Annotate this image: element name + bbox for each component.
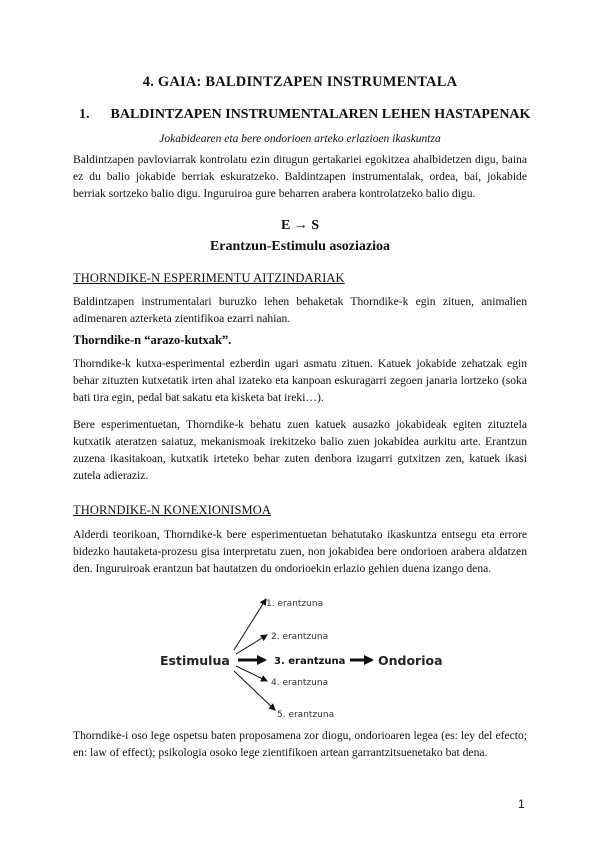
experiments-paragraph: Baldintzapen instrumentalari buruzko lehen behaketak Thorndike-k egin zituen, animalien adimenaren azterketa zientifikoa ezarri nahian. (73, 295, 527, 325)
response-4: 4. erantzuna (271, 678, 329, 688)
section-title: BALDINTZAPEN INSTRUMENTALAREN LEHEN HASTAPENAK (110, 107, 531, 122)
puzzle-box-paragraph: Thorndike-k kutxa-esperimental ezberdin ugari asmatu zituen. Katuek jokabide zehatzak egin behar zituzten kutxetatik irten ahal izateko eta kanpoan eskuragarri zegoen janaria lortzeko (soka bati tira egin, pedal bat sakatu eta kisketa bat ireki…). (73, 357, 527, 404)
response-3: 3. erantzuna (274, 656, 346, 667)
response-5: 5. erantzuna (277, 710, 335, 720)
intro-paragraph: Baldintzapen pavloviarrak kontrolatu ezin ditugun gertakariei egokitzea ahalbidetzen digu, baina ez du balio jokabide berriak eskuratzeko. Baldintzapen instrumentalak, ordea, bai, jokabide berriak sortzeko balio digu. Inguruiroa gure beharren arabera kontrolatzeko balio digu. (73, 153, 527, 200)
response-2: 2. erantzuna (271, 632, 329, 642)
page-number: 1 (518, 797, 525, 811)
puzzle-box-heading: Thorndike-n “arazo-kutxak”. (73, 333, 232, 347)
formula: E → S (280, 218, 320, 233)
section-heading (79, 107, 530, 123)
response-1: 1. erantzuna (266, 599, 324, 609)
arrow-to-response-5 (234, 671, 275, 710)
chapter-title: 4. GAIA: BALDINTZAPEN INSTRUMENTALA (142, 74, 458, 90)
experiments-paragraph-3: Bere esperimentuetan, Thorndike-k behatu zuen katuek ausazko jokabideak egiten zituztela kutxatik ateratzen saiatuz, mekanismoak irekitzeko balio zuen jokabidea aurkitu arte. Erantzun zuzena ikasitakoan, kutxatik irteteko behar zuten denbora izugarri gutxitzen zen, katuek ikasi zutela adieraziz. (73, 418, 527, 482)
section-number: 1. (79, 107, 90, 122)
arrow-to-response-2 (236, 635, 267, 654)
formula-label: Erantzun-Estimulu asoziazioa (209, 239, 391, 254)
response-selection-diagram (150, 592, 450, 722)
experiments-heading: THORNDIKE-N ESPERIMENTU AITZINDARIAK (73, 271, 345, 285)
connectionism-heading: THORNDIKE-N KONEXIONISMOA (73, 503, 271, 517)
diagram-stimulus: Estimulua (160, 653, 230, 668)
connectionism-paragraph: Alderdi teorikoan, Thorndike-k bere esperimentuetan behatutako ikaskuntza entsegu eta errore bidezko hautaketa-prozesu gisa interpretatu zuen, non jokabidea bere ondorioen arabera aldatzen den. Inguruiroak erantzun bat hautatzen du ondorioekin erlazio gehien duena izango dena. (73, 528, 527, 575)
arrow-to-response-4 (236, 666, 267, 681)
section-subtitle: Jokabidearen eta bere ondorioen arteko erlazioen ikaskuntza (159, 133, 441, 145)
diagram-outcome: Ondorioa (378, 653, 443, 668)
closing-paragraph: Thorndike-i oso lege ospetsu baten proposamena zor diogu, ondorioaren legea (es: ley del efecto; en: law of effect); psikologia osoko lege zientifikoen artean garrantzitsuenetako bat dena. (73, 729, 527, 759)
arrow-to-response-1 (234, 599, 266, 650)
